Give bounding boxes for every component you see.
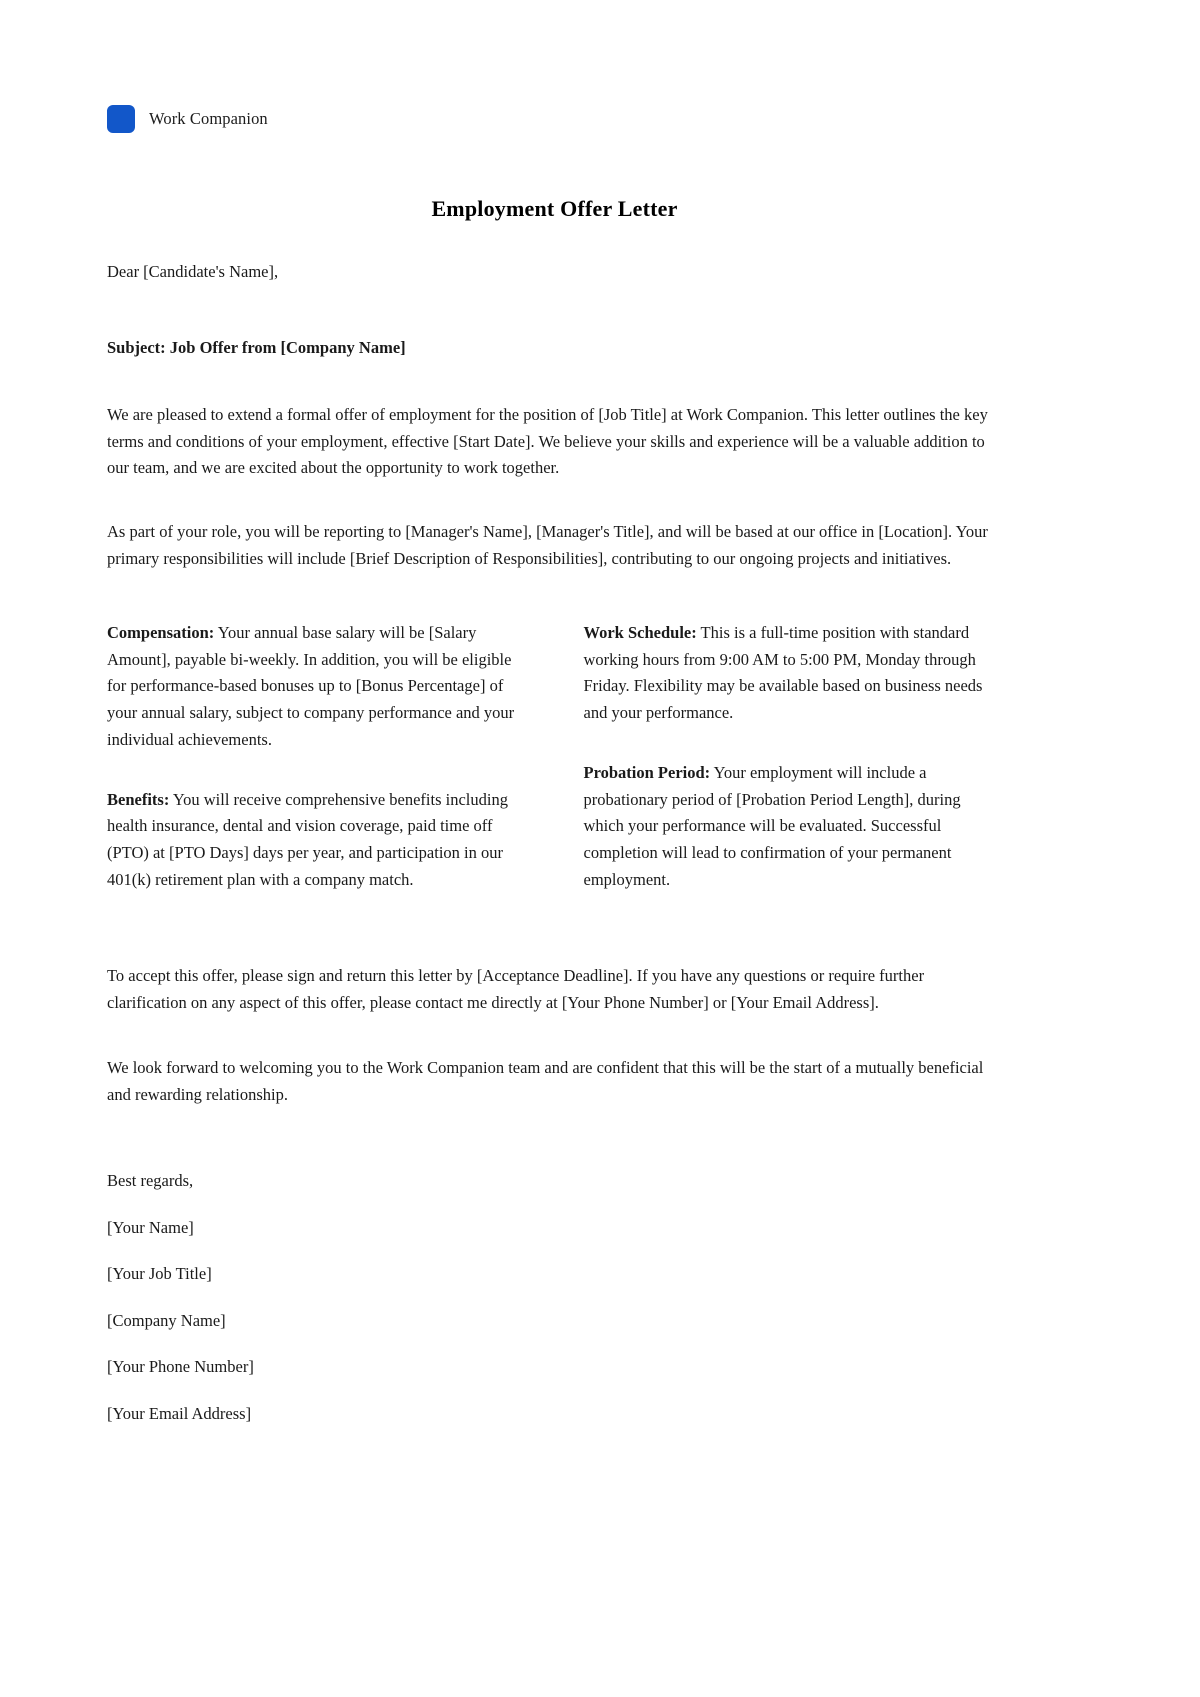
signature-closing: Best regards, — [107, 1171, 194, 1190]
terms-columns — [107, 620, 1002, 893]
terms-column-left — [107, 620, 526, 893]
term-lead: Probation Period: — [583, 762, 711, 782]
signature-name: [Your Name] — [107, 1217, 194, 1237]
paragraph-intro: We are pleased to extend a formal offer of employment for the position of [Job Title] at Work Companion. This letter outlines the key terms and conditions of your employment, effective [Start Date]. We believe your skills and experience will be a valuable addition to our team, and we are excited about the opportunity to work together. — [107, 405, 988, 478]
term-body: Your employment will include a probationary period of [Probation Period Length], during which your performance will be evaluated. Successful completion will lead to confirmation of your permanent employment. — [583, 762, 961, 889]
term-work-schedule — [584, 620, 1003, 727]
term-body: This is a full-time position with standard working hours from 9:00 AM to 5:00 PM, Monday through Friday. Flexibility may be available based on business needs and your performance. — [583, 623, 983, 723]
subject-line: Subject: Job Offer from [Company Name] — [107, 338, 406, 357]
page-title: Employment Offer Letter — [431, 196, 678, 221]
term-body: You will receive comprehensive benefits including health insurance, dental and vision coverage, paid time off (PTO) at [PTO Days] days per year, and participation in our 401(k) retirement plan with a company match. — [107, 789, 508, 889]
paragraph-acceptance: To accept this offer, please sign and return this letter by [Acceptance Deadline]. If you have any questions or require further clarification on any aspect of this offer, please contact me directly at [Your Phone Number] or [Your Email Address]. — [107, 966, 925, 1012]
paragraph-closing: We look forward to welcoming you to the Work Companion team and are confident that this will be the start of a mutually beneficial and rewarding relationship. — [107, 1058, 984, 1104]
term-lead: Work Schedule: — [583, 623, 697, 642]
signature-email: [Your Email Address] — [107, 1403, 252, 1423]
terms-column-right — [584, 620, 1003, 893]
term-benefits — [107, 787, 526, 894]
signature-block — [107, 1168, 254, 1426]
brand-header — [107, 105, 268, 133]
signature-company: [Company Name] — [107, 1310, 226, 1330]
signature-phone: [Your Phone Number] — [107, 1357, 254, 1377]
term-lead: Benefits: — [107, 789, 170, 809]
paragraph-role: As part of your role, you will be reporting to [Manager's Name], [Manager's Title], and will be based at our office in [Location]. Your primary responsibilities will include [Brief Description of Responsibilities], contributing to our ongoing projects and initiatives. — [107, 522, 988, 568]
term-lead: Compensation: — [107, 623, 215, 642]
brand-name: Work Companion — [149, 108, 268, 128]
salutation: Dear [Candidate's Name], — [107, 262, 279, 281]
signature-job-title: [Your Job Title] — [107, 1264, 212, 1284]
term-probation-period — [584, 760, 1003, 894]
term-compensation — [107, 620, 526, 754]
term-body: Your annual base salary will be [Salary Amount], payable bi-weekly. In addition, you will be eligible for performance-based bonuses up to [Bonus Percentage] of your annual salary, subject to company performance and your individual achievements. — [107, 623, 515, 749]
square-logo-icon — [107, 105, 135, 133]
